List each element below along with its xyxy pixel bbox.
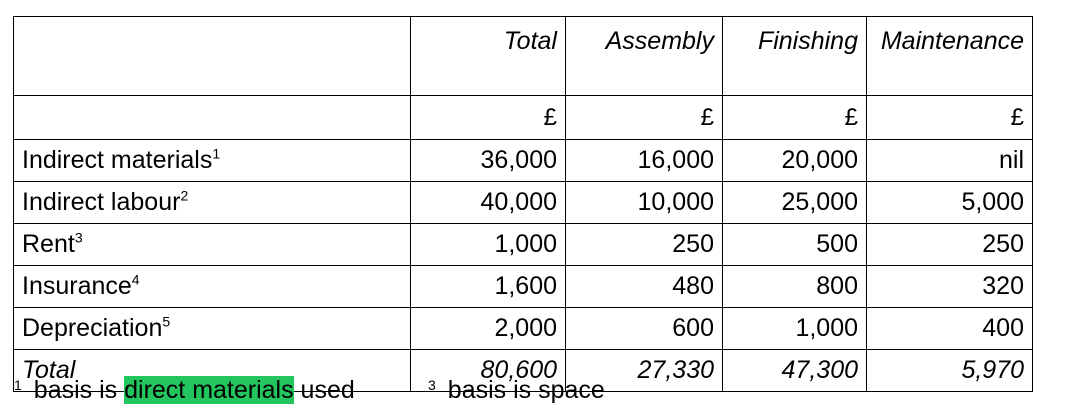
cell-value: 320 <box>867 266 1033 308</box>
cell-value: 480 <box>566 266 723 308</box>
footnote-highlight: direct materials <box>124 376 294 404</box>
cell-value: 800 <box>723 266 867 308</box>
currency-cell: £ <box>867 96 1033 140</box>
cell-value: 1,600 <box>411 266 566 308</box>
cell-value: 600 <box>566 308 723 350</box>
footnote-3 <box>428 376 605 405</box>
currency-cell: £ <box>566 96 723 140</box>
header-cell-blank <box>14 17 411 96</box>
header-maintenance <box>867 17 1033 96</box>
footnotes <box>0 376 1078 404</box>
currency-cell: £ <box>723 96 867 140</box>
footnote-ref: 3 <box>74 229 83 246</box>
total-value: 80,600 <box>411 350 566 392</box>
footnote-ref: 2 <box>180 187 189 204</box>
footnote-prefix: basis is <box>33 376 125 404</box>
header-maintenance-label: Maintenance <box>880 27 1024 55</box>
cost-allocation-table <box>13 16 1033 392</box>
total-label: Total <box>14 350 411 392</box>
row-label-text: Rent <box>22 230 75 258</box>
table-row <box>14 266 1033 308</box>
footnote-suffix: used <box>293 376 355 404</box>
cell-value: 16,000 <box>566 140 723 182</box>
cell-value: 10,000 <box>566 182 723 224</box>
row-label <box>14 308 411 350</box>
cell-value: nil <box>867 140 1033 182</box>
row-label-text: Insurance <box>22 272 132 300</box>
table-row <box>14 182 1033 224</box>
cell-value: 500 <box>723 224 867 266</box>
row-label-text: Indirect labour <box>22 188 181 216</box>
cell-value: 1,000 <box>411 224 566 266</box>
footnote-ref: 1 <box>212 145 221 162</box>
footnote-mark: 3 <box>428 377 436 393</box>
row-label-text: Depreciation <box>22 314 163 342</box>
currency-cell: £ <box>411 96 566 140</box>
table-row <box>14 224 1033 266</box>
cell-value: 400 <box>867 308 1033 350</box>
row-label-text: Indirect materials <box>22 146 213 174</box>
cell-value: 25,000 <box>723 182 867 224</box>
cell-value: 250 <box>566 224 723 266</box>
footnote-mark: 1 <box>14 377 22 393</box>
currency-row <box>14 96 1033 140</box>
cell-value: 5,000 <box>867 182 1033 224</box>
row-label <box>14 266 411 308</box>
table-row <box>14 140 1033 182</box>
header-total: Total <box>411 17 566 96</box>
row-label <box>14 224 411 266</box>
cell-value: 2,000 <box>411 308 566 350</box>
cell-value: 36,000 <box>411 140 566 182</box>
row-label <box>14 182 411 224</box>
header-assembly: Assembly <box>566 17 723 96</box>
header-row <box>14 17 1033 96</box>
cell-value: 20,000 <box>723 140 867 182</box>
header-finishing: Finishing <box>723 17 867 96</box>
footnote-prefix: basis is space <box>447 376 605 404</box>
footnote-ref: 5 <box>162 313 171 330</box>
total-value: 27,330 <box>566 350 723 392</box>
footnote-ref: 4 <box>131 271 140 288</box>
currency-cell-blank <box>14 96 411 140</box>
total-value: 5,970 <box>867 350 1033 392</box>
total-value: 47,300 <box>723 350 867 392</box>
table-row <box>14 308 1033 350</box>
cell-value: 250 <box>867 224 1033 266</box>
row-label <box>14 140 411 182</box>
footnote-1 <box>14 376 355 405</box>
cell-value: 40,000 <box>411 182 566 224</box>
cell-value: 1,000 <box>723 308 867 350</box>
